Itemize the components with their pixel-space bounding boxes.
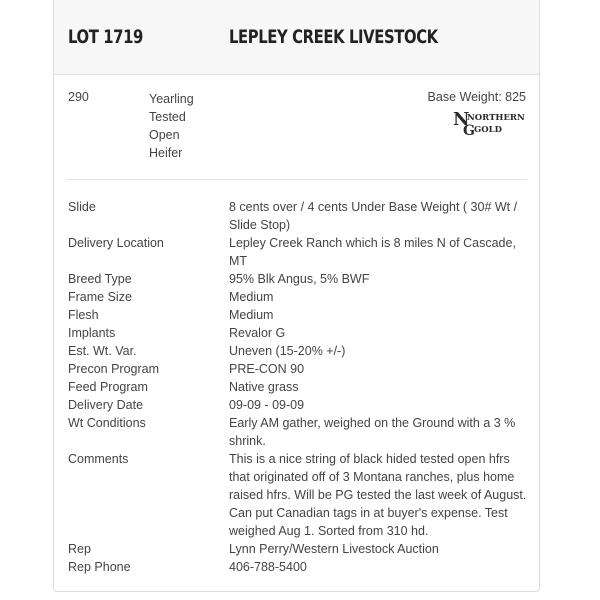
detail-value: Medium [229, 290, 274, 304]
detail-label: Delivery Date [68, 398, 144, 412]
detail-value: Lepley Creek Ranch which is 8 miles N of Cascade, MT [229, 236, 516, 268]
detail-row [68, 234, 528, 270]
detail-row [68, 270, 528, 288]
detail-row [68, 198, 528, 234]
description-line: Tested [149, 110, 186, 124]
consignor-name: LEPLEY CREEK LIVESTOCK [229, 26, 438, 48]
detail-row [68, 396, 528, 414]
detail-row [68, 288, 528, 306]
lot-card [53, 0, 540, 592]
detail-label: Est. Wt. Var. [68, 344, 137, 358]
detail-label: Breed Type [68, 272, 132, 286]
logo-big-letter-n: N [453, 109, 470, 130]
detail-value: Revalor G [229, 326, 286, 340]
logo-big-letter-g: G [463, 123, 475, 136]
detail-label: Rep [68, 542, 91, 556]
detail-value: 95% Blk Angus, 5% BWF [229, 272, 370, 286]
description-line: Heifer [149, 146, 183, 160]
description-line: Open [149, 128, 180, 142]
description-line: Yearling [149, 92, 194, 106]
lot-header [54, 0, 539, 75]
detail-value: Native grass [229, 380, 299, 394]
detail-row [68, 378, 528, 396]
detail-label: Feed Program [68, 380, 148, 394]
lot-details [68, 198, 528, 576]
logo-text-gold: GOLD [474, 125, 503, 135]
detail-value: PRE-CON 90 [229, 362, 305, 376]
detail-label: Comments [68, 452, 129, 466]
detail-label: Slide [68, 200, 96, 214]
section-divider [66, 179, 527, 180]
lot-number: LOT 1719 [68, 26, 143, 48]
detail-value: 406-788-5400 [229, 560, 307, 574]
detail-value: Medium [229, 308, 274, 322]
detail-label: Precon Program [68, 362, 160, 376]
detail-label: Flesh [68, 308, 99, 322]
detail-row [68, 306, 528, 324]
detail-row [68, 450, 528, 540]
detail-row [68, 414, 528, 450]
detail-value: This is a nice string of black hided tested open hfrs that originated off of 3 Montana ranches, plus home raised hfrs. Will be PG tested the last week of August. Can put Canadian tags in at buyer's expense. Test weighed Aug 1. Sorted from 310 hd. [229, 452, 527, 538]
lot-summary [54, 74, 539, 180]
head-count: 290 [68, 90, 89, 104]
detail-value: Uneven (15-20% +/-) [229, 344, 346, 358]
detail-label: Frame Size [68, 290, 132, 304]
base-weight: Base Weight: 825 [427, 90, 526, 104]
detail-value: 8 cents over / 4 cents Under Base Weight ( 30# Wt / Slide Stop) [229, 200, 518, 232]
detail-label: Delivery Location [68, 236, 164, 250]
detail-row [68, 558, 528, 576]
cattle-description [149, 90, 194, 162]
detail-label: Rep Phone [68, 560, 131, 574]
detail-value: 09-09 - 09-09 [229, 398, 305, 412]
detail-label: Wt Conditions [68, 416, 146, 430]
detail-row [68, 324, 528, 342]
detail-label: Implants [68, 326, 116, 340]
northern-gold-logo [453, 108, 525, 136]
detail-value: Lynn Perry/Western Livestock Auction [229, 542, 439, 556]
detail-row [68, 360, 528, 378]
detail-row [68, 540, 528, 558]
detail-value: Early AM gather, weighed on the Ground with a 3 % shrink. [229, 416, 516, 448]
detail-row [68, 342, 528, 360]
logo-text-northern: NORTHERN [467, 113, 525, 123]
